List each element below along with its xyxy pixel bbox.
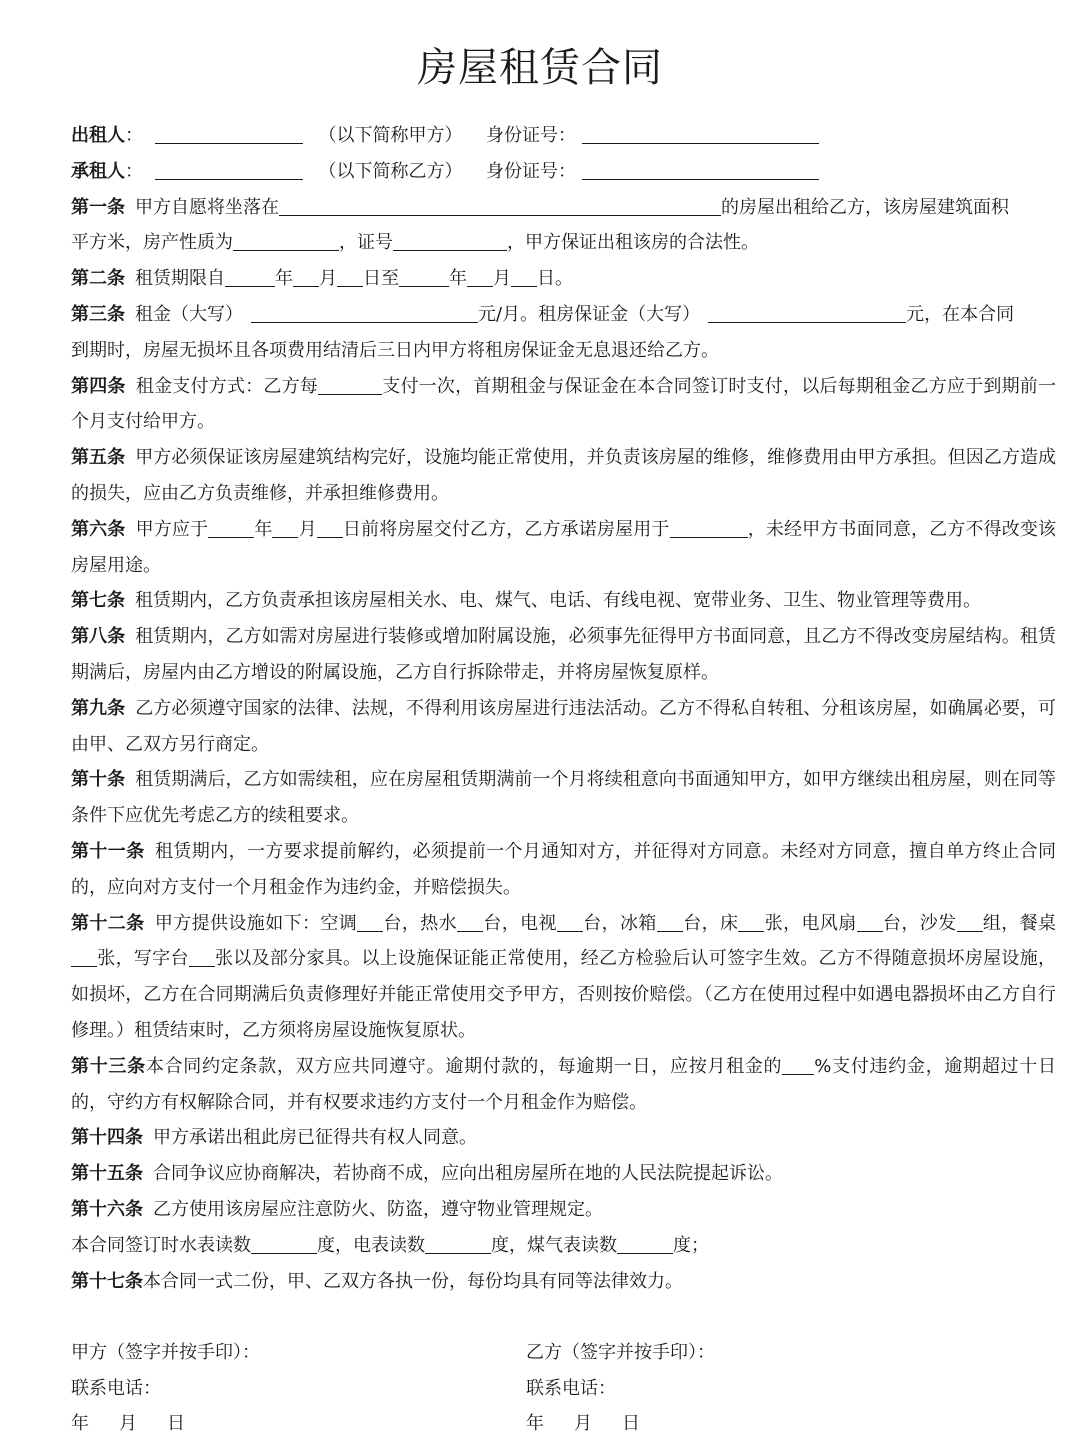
- unit-year: 年: [254, 518, 273, 540]
- unit-month: 月: [493, 268, 511, 290]
- article-text: 日。: [537, 268, 573, 290]
- signature-row: [71, 1335, 1056, 1371]
- article-text: %支付违约金，逾期超过十日的，守约方有权解除合同，并有权要求违约方支付一个月租金作为赔偿。: [71, 1055, 1056, 1113]
- article-number: 第二条: [71, 268, 125, 290]
- party-a-phone[interactable]: 联系电话：: [71, 1377, 161, 1399]
- article-11: [71, 834, 1056, 906]
- article-text: ，甲方保证出租该房的合法性。: [507, 232, 759, 254]
- article-text: 租赁期内，乙方负责承担该房屋相关水、电、煤气、电话、有线电视、宽带业务、卫生、物业管理等费用。: [135, 590, 981, 612]
- article-text: 度，电表读数: [317, 1234, 425, 1256]
- property-type-blank[interactable]: [233, 230, 339, 251]
- article-text: 平方米，房产性质为: [71, 232, 233, 254]
- water-heater-count-blank[interactable]: [457, 911, 483, 932]
- article-text: 甲方必须保证该房屋建筑结构完好，设施均能正常使用，并负责该房屋的维修，维修费用由甲方承担。但因乙方造成的损失，应由乙方负责维修，并承担维修费用。: [71, 447, 1056, 504]
- date-row: [71, 1406, 1056, 1442]
- phone-row: [71, 1371, 1056, 1407]
- article-16: [71, 1192, 1056, 1228]
- end-month-blank[interactable]: [467, 266, 493, 287]
- tenant-label: 承租人: [71, 160, 125, 182]
- article-number: 第十五条: [71, 1163, 143, 1185]
- article-text: 到期时，房屋无损坏且各项费用结清后三日内甲方将租房保证金无息退还给乙方。: [71, 339, 719, 361]
- article-number: 第四条: [71, 375, 126, 397]
- article-number: 第八条: [71, 626, 126, 648]
- start-day-blank[interactable]: [337, 266, 363, 287]
- article-1: [71, 190, 1056, 262]
- party-b-phone[interactable]: 联系电话：: [526, 1377, 616, 1399]
- water-meter-blank[interactable]: [251, 1233, 317, 1254]
- landlord-name-blank[interactable]: [155, 123, 303, 144]
- article-number: 第七条: [71, 590, 125, 612]
- tenant-id-field: [486, 154, 819, 190]
- article-text: 本合同约定条款，双方应共同遵守。逾期付款的，每逾期一日，应按月租金的: [145, 1055, 783, 1077]
- article-text: 张以及部分家具。以上设施保证能正常使用，经乙方检验后认可签字生效。乙方不得随意损坏房屋设施，如损坏，乙方在合同期满后负责修理好并能正常使用交予甲方，否则按价赔偿。（乙方在使用过程中如遇电器损坏由乙方自行修理。）租赁结束时，乙方须将房屋设施恢复原状。: [71, 948, 1056, 1041]
- article-text: 合同争议应协商解决，若协商不成，应向出租房屋所在地的人民法院提起诉讼。: [153, 1163, 783, 1185]
- article-text: 台，电视: [483, 912, 557, 934]
- colon: ：: [125, 125, 143, 146]
- payment-period-blank[interactable]: [318, 374, 382, 395]
- article-number: 第三条: [71, 303, 125, 325]
- party-b-signature[interactable]: 乙方（签字并按手印）：: [526, 1342, 715, 1364]
- unit-month: 月: [319, 268, 337, 290]
- tenant-name-blank[interactable]: [155, 159, 303, 180]
- article-text: 甲方提供设施如下：空调: [154, 912, 358, 934]
- article-text: 度；: [673, 1234, 709, 1256]
- aircon-count-blank[interactable]: [357, 911, 383, 932]
- article-text: 租金（大写）: [135, 303, 243, 325]
- article-text: 台，冰箱: [582, 912, 657, 934]
- article-12: [71, 906, 1056, 1049]
- party-a-signature[interactable]: 甲方（签字并按手印）：: [71, 1342, 260, 1364]
- article-10: [71, 762, 1056, 834]
- article-text: 租赁期内，乙方如需对房屋进行装修或增加附属设施，必须事先征得甲方书面同意，且乙方不得改变房屋结构。租赁期满后，房屋内由乙方增设的附属设施，乙方自行拆除带走，并将房屋恢复原样。: [71, 626, 1056, 683]
- article-text: 组，餐桌: [982, 912, 1057, 934]
- landlord-id-field: [486, 118, 819, 154]
- id-label: 身份证号：: [486, 125, 576, 146]
- article-text: 甲方承诺出租此房已征得共有权人同意。: [153, 1127, 477, 1149]
- article-5: [71, 440, 1056, 512]
- article-2: [71, 261, 1056, 297]
- article-number: 第六条: [71, 518, 126, 540]
- article-number: 第九条: [71, 697, 126, 719]
- article-text: 元，在本合同: [906, 303, 1015, 325]
- article-number: 第十六条: [71, 1198, 143, 1220]
- article-text: 度，煤气表读数: [491, 1234, 617, 1256]
- article-text: 本合同签订时水表读数: [71, 1234, 251, 1256]
- landlord-row: [71, 118, 1056, 154]
- article-number: 第五条: [71, 447, 126, 469]
- dining-table-count-blank[interactable]: [71, 946, 97, 967]
- unit-year: 年: [275, 268, 293, 290]
- fridge-count-blank[interactable]: [657, 911, 683, 932]
- rent-amount-blank[interactable]: [251, 302, 478, 323]
- article-number: 第十三条: [71, 1055, 146, 1077]
- unit-month: 月: [298, 518, 317, 540]
- tenant-id-blank[interactable]: [582, 159, 819, 180]
- bed-count-blank[interactable]: [738, 911, 764, 932]
- date-month: 月: [574, 1413, 592, 1435]
- date-day: 日: [167, 1413, 185, 1435]
- date-year: 年: [71, 1413, 89, 1435]
- deposit-amount-blank[interactable]: [708, 302, 906, 323]
- article-number: 第一条: [71, 196, 125, 218]
- end-year-blank[interactable]: [399, 266, 449, 287]
- article-9: [71, 691, 1056, 763]
- meter-readings: [71, 1228, 1056, 1264]
- delivery-day-blank[interactable]: [317, 517, 343, 538]
- article-text: 甲方自愿将坐落在: [135, 196, 279, 218]
- article-text: 元/月。租房保证金（大写）: [478, 303, 701, 325]
- article-number: 第十四条: [71, 1127, 143, 1149]
- article-text: 甲方应于: [135, 518, 209, 540]
- article-text: 台，沙发: [882, 912, 957, 934]
- start-year-blank[interactable]: [225, 266, 275, 287]
- landlord-id-blank[interactable]: [582, 123, 819, 144]
- article-text: 租赁期满后，乙方如需续租，应在房屋租赁期满前一个月将续租意向书面通知甲方，如甲方继续出租房屋，则在同等条件下应优先考虑乙方的续租要求。: [71, 769, 1056, 827]
- article-text: ，未经甲方书面同意，乙方不得改变该房屋用途。: [71, 518, 1057, 576]
- article-number: 第十条: [71, 769, 126, 791]
- tv-count-blank[interactable]: [557, 911, 583, 932]
- article-text: 的房屋出租给乙方，该房屋建筑面积: [721, 196, 1009, 218]
- article-text: 日至: [363, 268, 399, 290]
- article-6: [71, 512, 1056, 584]
- delivery-month-blank[interactable]: [272, 517, 298, 538]
- article-number: 第十二条: [71, 912, 145, 934]
- article-8: [71, 619, 1056, 691]
- article-4: [71, 369, 1056, 441]
- article-number: 第十七条: [71, 1270, 143, 1292]
- article-text: 租赁期限自: [135, 268, 225, 290]
- usage-purpose-blank[interactable]: [670, 517, 748, 538]
- article-text: 支付一次，首期租金与保证金在本合同签订时支付，以后每期租金乙方应于到期前一个月支付给甲方。: [71, 375, 1057, 433]
- article-text: 租金支付方式：乙方每: [135, 375, 319, 397]
- article-15: [71, 1156, 1056, 1192]
- desk-count-blank[interactable]: [189, 946, 215, 967]
- date-year: 年: [526, 1413, 544, 1435]
- start-month-blank[interactable]: [293, 266, 319, 287]
- party-a-date[interactable]: [71, 1413, 185, 1434]
- article-14: [71, 1120, 1056, 1156]
- electric-meter-blank[interactable]: [425, 1233, 491, 1254]
- article-text: 乙方必须遵守国家的法律、法规，不得利用该房屋进行违法活动。乙方不得私自转租、分租该房屋，如确属必要，可由甲、乙双方另行商定。: [71, 697, 1056, 755]
- tenant-row: [71, 154, 1056, 190]
- article-text: 台，床: [682, 912, 739, 934]
- unit-year: 年: [449, 268, 467, 290]
- certificate-no-blank[interactable]: [393, 230, 507, 251]
- article-text: 张，电风扇: [764, 912, 857, 934]
- document-title: 房屋租赁合同: [417, 45, 663, 91]
- penalty-percent-blank[interactable]: [782, 1054, 814, 1075]
- delivery-year-blank[interactable]: [208, 517, 254, 538]
- tenant-alias: （以下简称乙方）: [318, 160, 463, 182]
- article-text: ，证号: [339, 232, 393, 254]
- id-label: 身份证号：: [486, 160, 576, 182]
- sofa-count-blank[interactable]: [957, 911, 983, 932]
- end-day-blank[interactable]: [511, 266, 537, 287]
- address-blank[interactable]: [279, 195, 721, 216]
- article-text: 日前将房屋交付乙方，乙方承诺房屋用于: [342, 518, 670, 540]
- date-day: 日: [622, 1413, 640, 1435]
- landlord-label: 出租人: [71, 125, 125, 146]
- landlord-alias: （以下简称甲方）: [318, 125, 463, 146]
- article-7: [71, 583, 1056, 619]
- article-3: [71, 297, 1056, 369]
- article-text: 租赁期内，一方要求提前解约，必须提前一个月通知对方，并征得对方同意。未经对方同意，擅自单方终止合同的，应向对方支付一个月租金作为违约金，并赔偿损失。: [71, 840, 1057, 898]
- article-17: [71, 1264, 1056, 1300]
- party-b-date[interactable]: [526, 1406, 640, 1442]
- article-text: 本合同一式二份，甲、乙双方各执一份，每份均具有同等法律效力。: [143, 1270, 683, 1292]
- colon: ：: [125, 160, 143, 182]
- gas-meter-blank[interactable]: [617, 1233, 673, 1254]
- article-text: 台，热水: [383, 912, 457, 934]
- article-text: 张，写字台: [97, 948, 189, 970]
- date-month: 月: [119, 1413, 137, 1435]
- article-13: [71, 1049, 1056, 1121]
- article-number: 第十一条: [71, 840, 145, 862]
- fan-count-blank[interactable]: [857, 911, 883, 932]
- article-text: 乙方使用该房屋应注意防火、防盗，遵守物业管理规定。: [153, 1198, 603, 1220]
